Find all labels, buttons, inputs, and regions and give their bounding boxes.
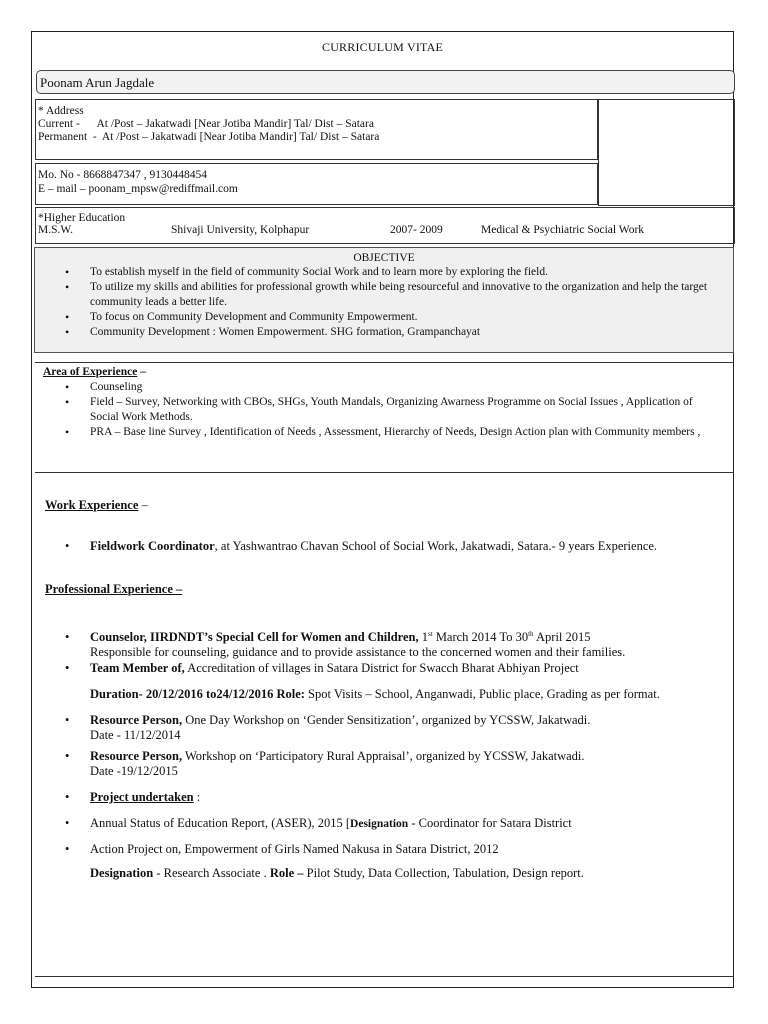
area-item: • Counseling xyxy=(35,380,734,395)
address-permanent: Permanent - At /Post – Jakatwadi [Near Jotiba Mandir] Tal/ Dist – Satara xyxy=(38,131,380,143)
area-of-experience-block xyxy=(35,362,734,472)
education-degree: M.S.W. xyxy=(38,224,74,236)
objective-block xyxy=(34,247,734,353)
education-years: 2007- 2009 xyxy=(390,224,443,236)
candidate-name: Poonam Arun Jagdale xyxy=(36,70,735,94)
education-university: Shivaji University, Kolphapur xyxy=(171,224,310,236)
email-address: E – mail – poonam_mpsw@rediffmail.com xyxy=(38,183,238,195)
address-block xyxy=(35,99,598,160)
mobile-number: Mo. No - 8668847347 , 9130448454 xyxy=(38,169,207,181)
work-experience-heading: Work Experience – xyxy=(45,498,148,512)
address-current: Current - At /Post – Jakatwadi [Near Jotiba Mandir] Tal/ Dist – Satara xyxy=(38,118,374,130)
bottom-border xyxy=(35,976,734,977)
area-item: • Field – Survey, Networking with CBOs, SHGs, Youth Mandals, Organizing Awarness Programme on Social Issues , Application of Social Work Methods. xyxy=(35,395,734,425)
objective-item: • To establish myself in the field of community Social Work and to learn more by exploring the field. xyxy=(35,265,733,280)
cv-page: CURRICULUM VITAE Poonam Arun Jagdale * Address Current - At /Post – Jakatwadi [Near Jotiba Mandir] Tal/ Dist – Satara Permanent - At /Post – Jakatwadi [Near Jotiba Mandir] Tal/ Dist – Satara Mo. No - 8668847347 , 9130448454 E – mail – poonam_mpsw@rediffmail.com *Higher Education M.S.W. Shivaji University, Kolphapur 2007- 2009 Medical & Psychiatric Social Work OBJECTIVE • To establish myself in the field of community Social Work and to learn more by exploring the field. • To utilize my skills and abilities for professional growth while being resourceful and innovative to the organization and help the target community leads a better life. • To focus on Community Development and Community Empowerment. • Community Development : Women Empowerment. SHG formation, Grampanchayat Area of Experience – • Counseling • Field – Survey, Networking with CBOs, SHGs, Youth Mandals, Organizing Awarness Programme on Social Issues , Application of Social Work Methods. • PRA – Base line Survey , Identification of Needs , Assessment, Hierarchy of Needs, Design Action plan with Community members , Work Experience – • Fieldwork Coordinator, at Yashwantrao Chavan School of Social Work, Jakatwadi, Satara.- 9 years Experience. Professional Experience – • Counselor, IIRDNDT’s Special Cell for Women and Children, 1st March 2014 To 30th April 2015 Responsible for counseling, guidance and to provide assistance to the concerned women and their families. • Team Member of, Accreditation of villages in Satara District for Swacch Bharat Abhiyan Project Duration- 20/12/2016 to24/12/2016 Role: Spot Visits – School, Anganwadi, Public place, Grading as per format. • Resource Person, One Day Workshop on ‘Gender Sensitization’, organized by YCSSW, Jakatwadi. Date - 11/12/2014 • Resource Person, Workshop on ‘Participatory Rural Appraisal’, organized by YCSSW, Jakatwadi. Date -19/12/2015 • Project undertaken : • Annual Status of Education Report, (ASER), 2015 [Designation - Coordinator for Satara District • Action Project on, Empowerment of Girls Named Nakusa in Satara District, 2012 Designation - Research Associate . Role – Pilot Study, Data Collection, Tabulation, Design report. xyxy=(31,31,734,988)
objective-title: OBJECTIVE xyxy=(353,252,415,264)
area-item: • PRA – Base line Survey , Identification of Needs , Assessment, Hierarchy of Needs, Design Action plan with Community members , xyxy=(35,425,734,440)
professional-experience-heading: Professional Experience – xyxy=(45,582,183,596)
education-block xyxy=(35,207,735,244)
photo-placeholder xyxy=(598,99,735,206)
area-of-experience-heading: Area of Experience – xyxy=(43,366,146,378)
objective-item: • To focus on Community Development and Community Empowerment. xyxy=(35,310,733,325)
address-label: * Address xyxy=(38,105,84,117)
objective-item: • Community Development : Women Empowerment. SHG formation, Grampanchayat xyxy=(35,325,733,340)
education-specialization: Medical & Psychiatric Social Work xyxy=(481,224,645,236)
education-label: *Higher Education xyxy=(38,212,126,224)
contact-block xyxy=(35,163,598,205)
cv-title: CURRICULUM VITAE xyxy=(321,40,444,54)
section-divider xyxy=(35,472,734,473)
objective-item: • To utilize my skills and abilities for professional growth while being resourceful and innovative to the organization and help the target community leads a better life. xyxy=(35,280,733,310)
